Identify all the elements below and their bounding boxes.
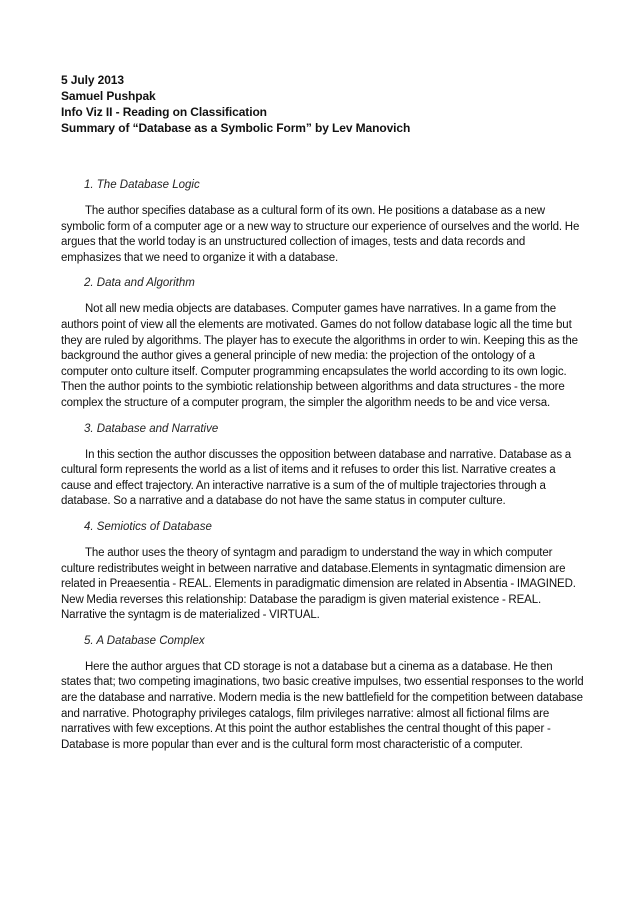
header-author: Samuel Pushpak	[61, 89, 156, 103]
section-title: 1. The Database Logic	[84, 179, 200, 191]
section-database-and-narrative	[61, 422, 584, 510]
section-title: 4. Semiotics of Database	[84, 520, 212, 533]
header-summary-title: Summary of “Database as a Symbolic Form” by Lev Manovich	[61, 121, 411, 135]
section-semiotics-of-database	[61, 520, 584, 624]
document-sections	[61, 178, 584, 753]
section-body: Not all new media objects are databases. Computer games have narratives. In a game from the authors point of view all the elements are motivated. Games do not follow database logic all the time but they are ruled by algorithms. The player has to execute the algorithms in order to win. Keeping this as the background the author gives a general principle of new media: the projection of the ontology of a computer onto culture itself. Computer programming encapsulates the world according to its own logic. Then the author points to the symbiotic relationship between algorithms and data structures - the more complex the structure of a computer program, the simpler the algorithm needs to be and vice versa.	[61, 303, 578, 409]
document-header	[61, 72, 584, 136]
header-course: Info Viz II - Reading on Classification	[61, 105, 267, 119]
header-date: 5 July 2013	[61, 73, 124, 87]
section-body: The author specifies database as a cultural form of its own. He positions a database as a new symbolic form of a computer age or a new way to structure our experience of ourselves and the world. He argues that the world today is an unstructured collection of images, tests and data records and emphasizes that we need to organize it with a database.	[61, 205, 580, 264]
section-body: Here the author argues that CD storage is not a database but a cinema as a database. He then states that; two competing imaginations, two basic creative impulses, two essential responses to the world are the database and narrative. Modern media is the new battlefield for the competition between database and narrative. Photography privileges catalogs, film privileges narrative: almost all fictional films are narratives with few exceptions. At this point the author establishes the central thought of this paper - Database is more popular than ever and is the cultural form most characteristic of a computer.	[61, 660, 584, 751]
section-database-complex	[61, 634, 584, 754]
section-database-logic	[61, 178, 584, 266]
section-title: 3. Database and Narrative	[84, 422, 219, 435]
section-data-and-algorithm	[61, 276, 584, 411]
section-title: 2. Data and Algorithm	[84, 277, 195, 290]
section-body: The author uses the theory of syntagm and paradigm to understand the way in which computer culture redistributes weight in between narrative and database.Elements in syntagmatic dimension are related in Preaesentia - REAL. Elements in paradigmatic dimension are related in Absentia - IMAGINED. New Media reverses this relationship: Database the paradigm is given material existence - REAL. Narrative the syntagm is de materialized - VIRTUAL.	[61, 546, 576, 622]
section-title: 5. A Database Complex	[84, 634, 205, 647]
section-body: In this section the author discusses the opposition between database and narrative. Database as a cultural form represents the world as a list of items and it refuses to order this list. Narrative creates a cause and effect trajectory. An interactive narrative is a sum of the of multiple trajectories through a database. So a narrative and a database do not have the same status in computer culture.	[61, 448, 572, 508]
